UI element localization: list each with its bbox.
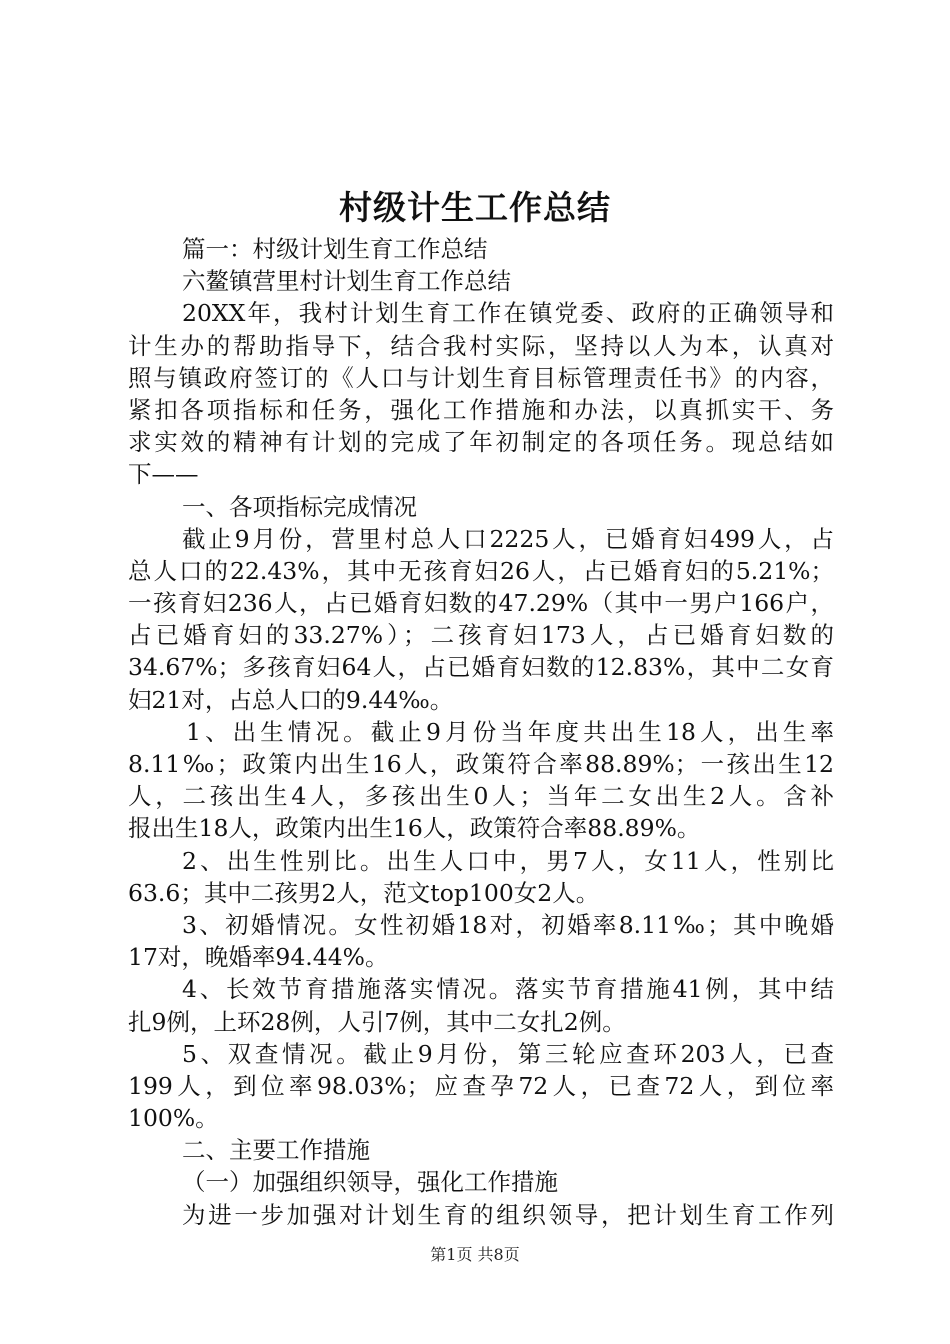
text-line: 总人口的22.43%，其中无孩育妇26人，占已婚育妇的5.21%； xyxy=(128,556,834,585)
text-line: 为进一步加强对计划生育的组织领导，把计划生育工作列 xyxy=(182,1200,834,1229)
text-line: 扎9例，上环28例，人引7例，其中二女扎2例。 xyxy=(128,1007,626,1036)
text-line: 人，二孩出生4人，多孩出生0人；当年二女出生2人。含补 xyxy=(128,782,834,811)
text-line: 17对，晚婚率94.44%。 xyxy=(128,943,389,972)
text-line: 8.11‰；政策内出生16人，政策符合率88.89%；一孩出生12 xyxy=(128,750,834,778)
text-line: （一）加强组织领导，强化工作措施 xyxy=(182,1168,558,1197)
text-line: 求实效的精神有计划的完成了年初制定的各项任务。现总结如 xyxy=(128,428,834,457)
text-line: 截止9月份，营里村总人口2225人，已婚育妇499人，占 xyxy=(182,524,834,553)
document-body xyxy=(128,233,834,1231)
text-line: 63.6；其中二孩男2人，范文top100女2人。 xyxy=(128,878,600,907)
text-line: 5、双查情况。截止9月份，第三轮应查环203人，已查 xyxy=(182,1039,834,1068)
text-line: 篇一：村级计划生育工作总结 xyxy=(182,235,488,263)
text-line: 34.67%；多孩育妇64人，占已婚育妇数的12.83%，其中二女育 xyxy=(128,653,834,682)
text-line: 一、各项指标完成情况 xyxy=(182,492,417,521)
text-line: 二、主要工作措施 xyxy=(182,1136,370,1165)
text-line: 六鳌镇营里村计划生育工作总结 xyxy=(182,267,511,296)
text-line: 一孩育妇236人，占已婚育妇数的47.29%（其中一男户166户， xyxy=(128,589,834,618)
text-line: 20XX年，我村计划生育工作在镇党委、政府的正确领导和 xyxy=(182,299,834,328)
text-line: 计生办的帮助指导下，结合我村实际，坚持以人为本，认真对 xyxy=(128,331,834,360)
text-line: 下—— xyxy=(128,460,199,489)
text-line: 1、出生情况。截止9月份当年度共出生18人，出生率 xyxy=(186,717,834,746)
text-line: 紧扣各项指标和任务，强化工作措施和办法，以真抓实干、务 xyxy=(128,395,834,424)
text-line: 199人，到位率98.03%；应查孕72人，已查72人，到位率 xyxy=(128,1071,834,1100)
document-title: 村级计生工作总结 xyxy=(339,188,611,227)
text-line: 照与镇政府签订的《人口与计划生育目标管理责任书》的内容， xyxy=(128,363,834,392)
page-footer: 第1页 共8页 xyxy=(430,1245,520,1264)
text-line: 妇21对，占总人口的9.44‰。 xyxy=(128,685,454,714)
text-line: 2、出生性别比。出生人口中，男7人，女11人，性别比 xyxy=(182,846,834,875)
text-line: 占已婚育妇的33.27%）；二孩育妇173人，占已婚育妇数的 xyxy=(128,621,834,650)
text-line: 报出生18人，政策内出生16人，政策符合率88.89%。 xyxy=(128,814,701,843)
text-line: 100%。 xyxy=(128,1104,219,1133)
text-line: 3、初婚情况。女性初婚18对，初婚率8.11‰；其中晚婚 xyxy=(182,910,834,939)
text-line: 4、长效节育措施落实情况。落实节育措施41例，其中结 xyxy=(182,975,834,1004)
